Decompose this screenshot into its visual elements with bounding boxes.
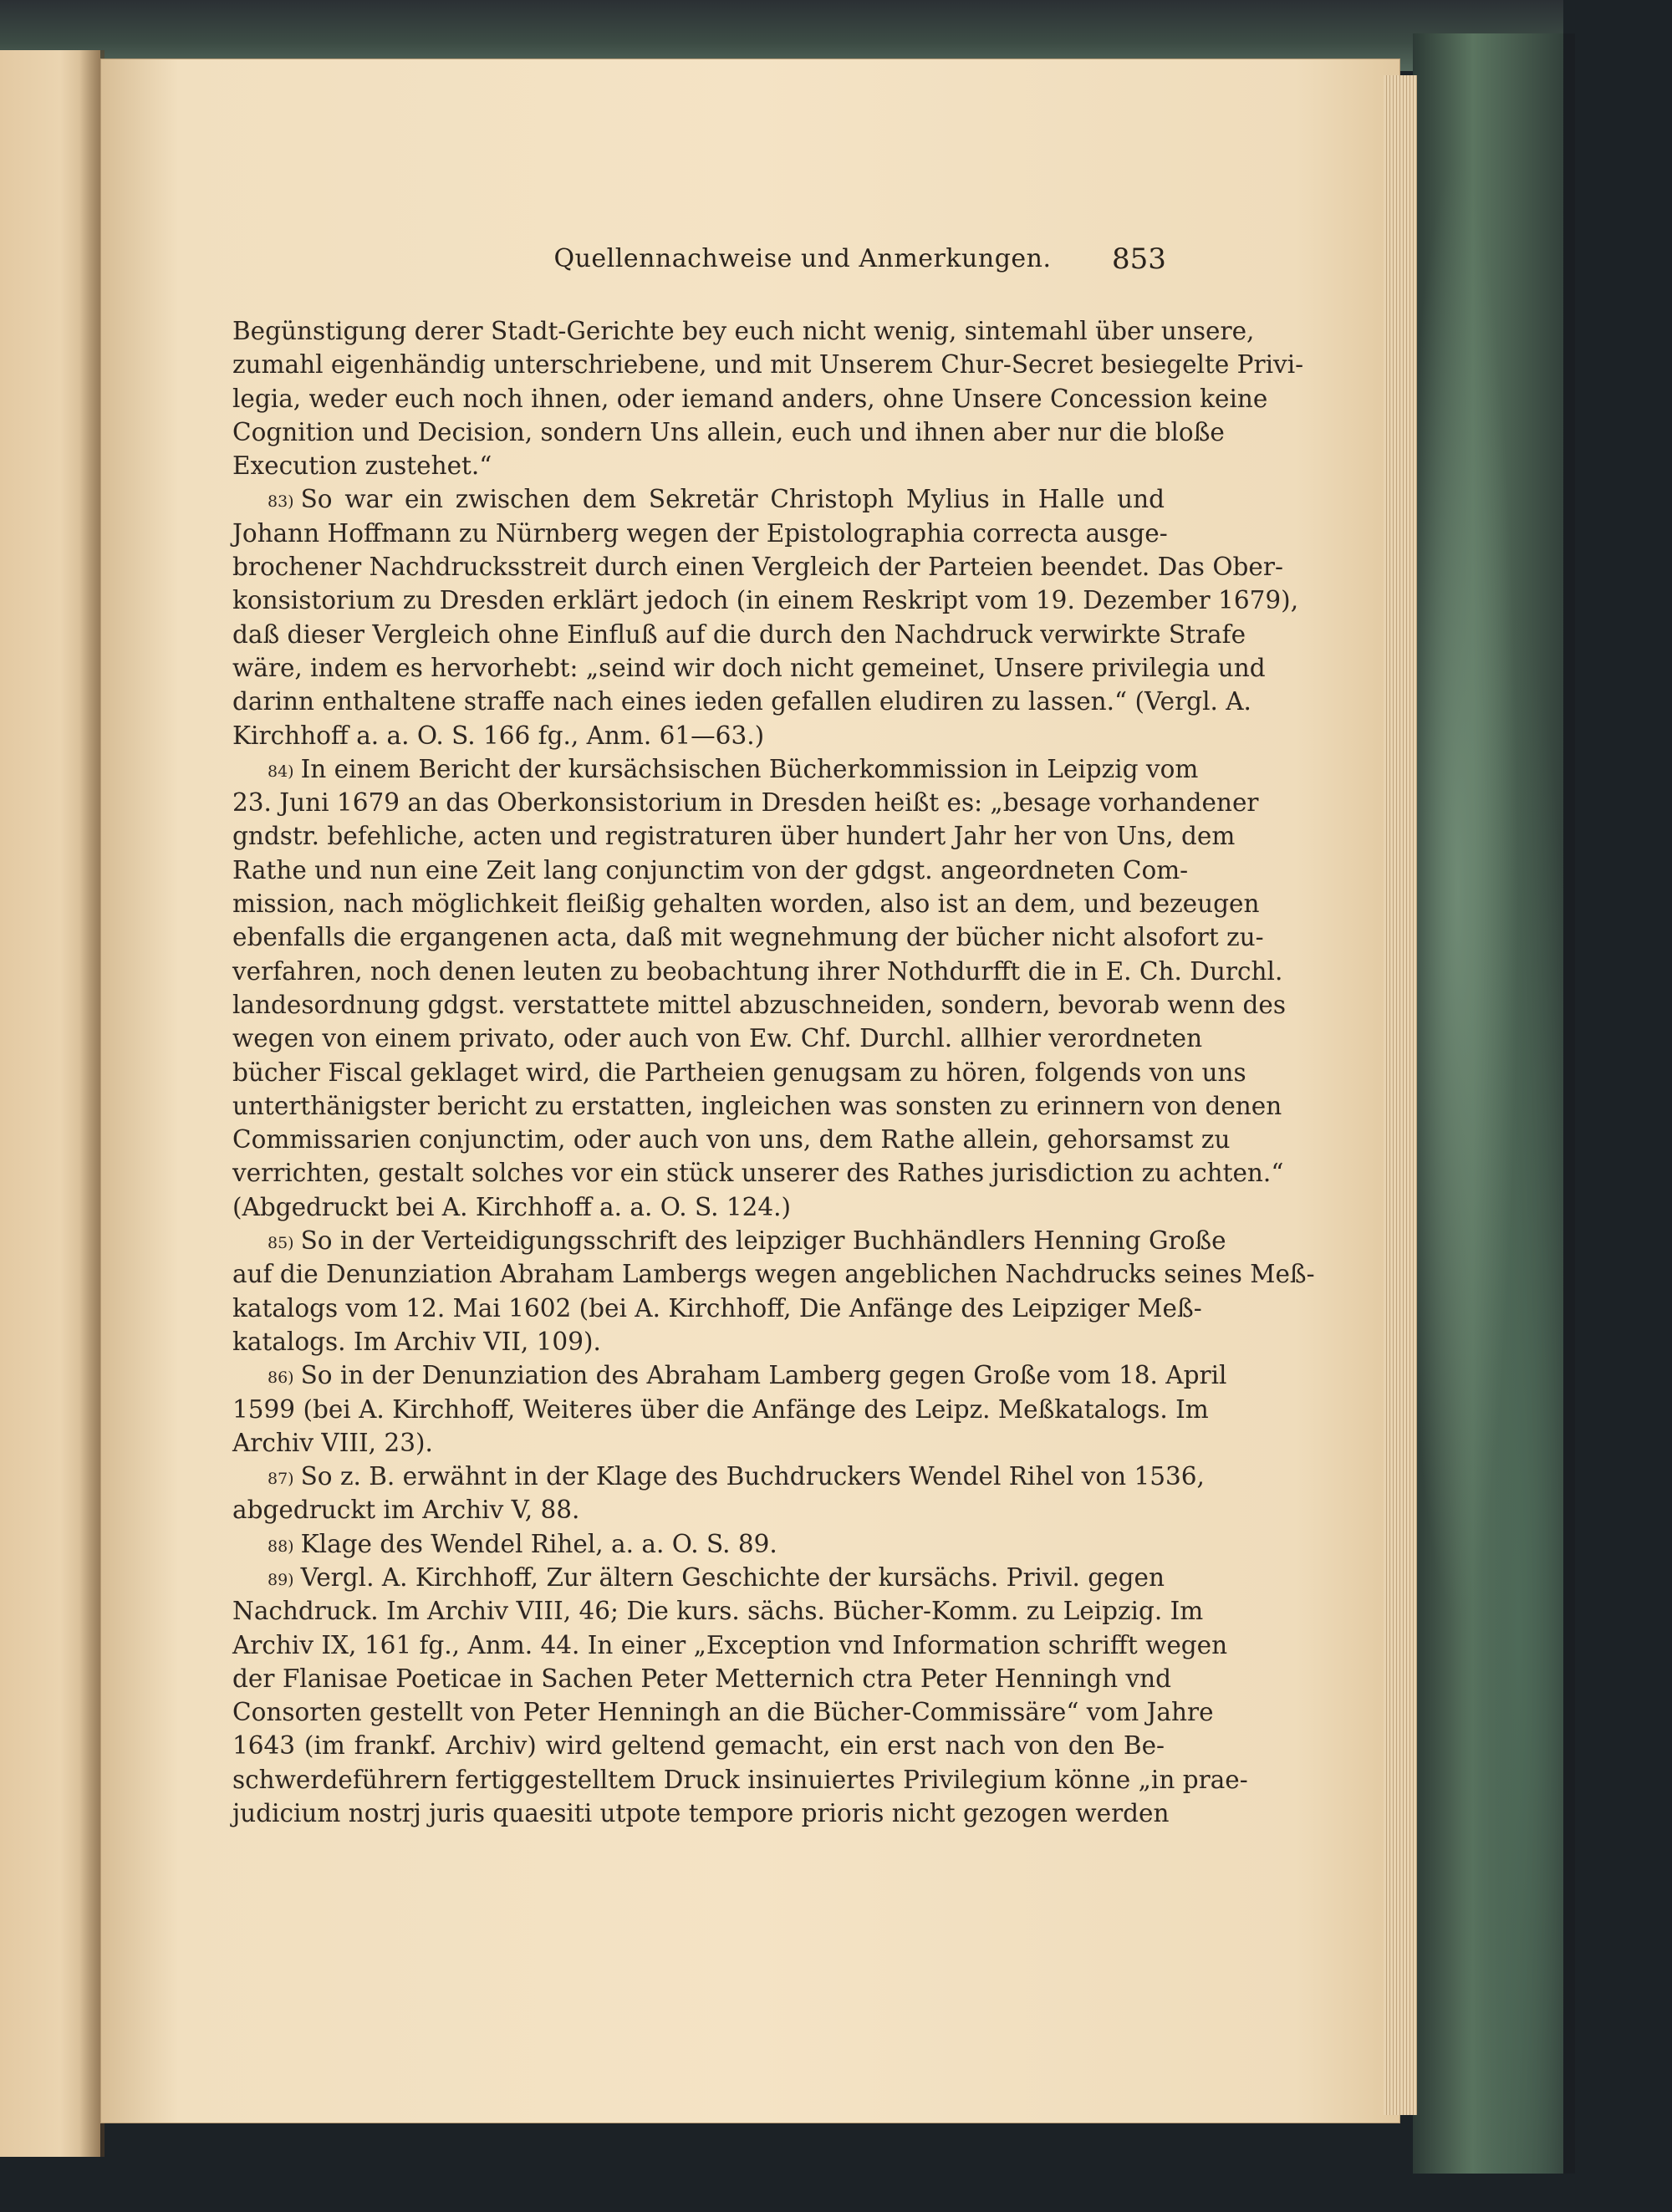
text-line	[232, 988, 1287, 1022]
note-first-line	[232, 1527, 1165, 1561]
line-text: In einem Bericht der kursächsischen Bücherkommission in Leipzig vom	[300, 754, 1199, 783]
text-line	[232, 1123, 1231, 1156]
text-line	[232, 1426, 1165, 1460]
text-line	[232, 1089, 1282, 1123]
text-line	[232, 1022, 1203, 1055]
text-line	[232, 1156, 1284, 1190]
line-text: verrichten, gestalt solches vor ein stück unserer des Rathes jurisdiction zu achten.“	[232, 1159, 1284, 1188]
line-text: 1599 (bei A. Kirchhoff, Weiteres über die Anfänge des Leipz. Meßkatalogs. Im	[232, 1394, 1209, 1424]
note-first-line	[232, 1224, 1226, 1257]
line-text: (Abgedruckt bei A. Kirchhoff a. a. O. S. 124.)	[232, 1192, 792, 1221]
text-line	[232, 719, 1165, 752]
line-text: darinn enthaltene straffe nach eines ieden gefallen eludiren zu lassen.“ (Vergl. A.	[232, 687, 1251, 716]
text-line	[232, 1190, 1165, 1224]
text-line	[232, 819, 1236, 853]
text-line	[232, 449, 1165, 482]
text-line	[232, 1393, 1209, 1426]
page-number: 853	[1112, 242, 1166, 276]
line-text: Kirchhoff a. a. O. S. 166 fg., Anm. 61—63.)	[232, 721, 765, 750]
line-text: mission, nach möglichkeit fleißig gehalten worden, also ist an dem, und bezeugen	[232, 889, 1260, 919]
line-text: wäre, indem es hervorhebt: „seind wir doch nicht gemeinet, Unsere privilegia und	[232, 653, 1266, 682]
line-text: zumahl eigenhändig unterschriebene, und mit Unserem Chur-Secret besiegelte Privi-	[232, 350, 1304, 380]
text-line	[232, 920, 1264, 954]
line-text: daß dieser Vergleich ohne Einfluß auf die durch den Nachdruck verwirkte Strafe	[232, 619, 1246, 649]
line-text: schwerdeführern fertiggestelltem Druck insinuiertes Privilegium könne „in prae-	[232, 1765, 1248, 1794]
line-text: unterthänigster bericht zu erstatten, ingleichen was sonsten zu erinnern von denen	[232, 1091, 1282, 1120]
line-text: brochener Nachdrucksstreit durch einen Vergleich der Parteien beendet. Das Ober-	[232, 553, 1283, 582]
text-line	[232, 1763, 1248, 1797]
text-line	[232, 382, 1268, 415]
note-number: 84)	[268, 762, 294, 781]
note-first-line	[232, 1460, 1205, 1493]
line-text: gndstr. befehliche, acten und registraturen über hundert Jahr her von Uns, dem	[232, 822, 1236, 851]
text-line	[232, 887, 1260, 920]
text-line	[232, 415, 1225, 449]
note-number: 88)	[268, 1537, 294, 1556]
note-first-line	[232, 752, 1199, 786]
text-line	[232, 517, 1168, 550]
text-line	[232, 955, 1283, 988]
book-cover	[1413, 33, 1575, 2174]
text-line	[232, 314, 1255, 348]
note-first-line	[232, 1561, 1165, 1594]
line-text: abgedruckt im Archiv V, 88.	[232, 1496, 580, 1525]
line-text: legia, weder euch noch ihnen, oder iemand anders, ohne Unsere Concession keine	[232, 384, 1268, 413]
line-text: konsistorium zu Dresden erklärt jedoch (in einem Reskript vom 19. Dezember 1679),	[232, 586, 1299, 615]
line-text: wegen von einem privato, oder auch von Ew. Chf. Durchl. allhier verordneten	[232, 1024, 1203, 1053]
text-line	[232, 1662, 1172, 1695]
line-text: So in der Denunziation des Abraham Lamberg gegen Große vom 18. April	[300, 1361, 1227, 1390]
text-line	[232, 786, 1259, 819]
text-line	[232, 685, 1251, 718]
text-line	[232, 1594, 1204, 1628]
line-text: Klage des Wendel Rihel, a. a. O. S. 89.	[300, 1529, 777, 1558]
note-number: 89)	[268, 1570, 294, 1589]
line-text: Archiv IX, 161 fg., Anm. 44. In einer „Exception vnd Information schrifft wegen	[232, 1630, 1228, 1659]
text-line	[232, 1729, 1165, 1762]
line-text: So in der Verteidigungsschrift des leipziger Buchhändlers Henning Große	[300, 1226, 1226, 1256]
line-text: So z. B. erwähnt in der Klage des Buchdruckers Wendel Rihel von 1536,	[300, 1462, 1205, 1491]
line-text: Commissarien conjunctim, oder auch von uns, dem Rathe allein, gehorsamst zu	[232, 1125, 1231, 1154]
note-first-line	[232, 482, 1165, 516]
line-text: 1643 (im frankf. Archiv) wird geltend gemacht, ein erst nach von den Be-	[232, 1731, 1165, 1761]
text-line	[232, 1797, 1170, 1830]
note-number: 85)	[268, 1234, 294, 1253]
text-line	[232, 651, 1266, 685]
note-number: 87)	[268, 1470, 294, 1489]
text-line	[232, 1325, 1165, 1358]
line-text: ebenfalls die ergangenen acta, daß mit wegnehmung der bücher nicht alsofort zu-	[232, 923, 1264, 952]
text-line	[232, 854, 1189, 887]
line-text: Execution zustehet.“	[232, 451, 492, 481]
text-body	[232, 314, 1315, 1830]
line-text: auf die Denunziation Abraham Lambergs wegen angeblichen Nachdrucks seines Meß-	[232, 1260, 1315, 1289]
text-line	[232, 1056, 1246, 1089]
line-text: katalogs vom 12. Mai 1602 (bei A. Kirchhoff, Die Anfänge des Leipziger Meß-	[232, 1293, 1202, 1323]
line-text: Consorten gestellt von Peter Henningh an die Bücher-Commissäre“ vom Jahre	[232, 1698, 1214, 1727]
line-text: judicium nostrj juris quaesiti utpote tempore prioris nicht gezogen werden	[232, 1799, 1170, 1828]
text-line	[232, 618, 1246, 651]
note-number: 83)	[268, 492, 294, 512]
line-text: Cognition und Decision, sondern Uns allein, euch und ihnen aber nur die bloße	[232, 417, 1225, 446]
line-text: verfahren, noch denen leuten zu beobachtung ihrer Nothdurfft die in E. Ch. Durchl.	[232, 956, 1283, 986]
line-text: Rathe und nun eine Zeit lang conjunctim von der gdgst. angeordneten Com-	[232, 855, 1189, 884]
line-text: Begünstigung derer Stadt-Gerichte bey euch nicht wenig, sintemahl über unsere,	[232, 317, 1255, 345]
line-text: Archiv VIII, 23).	[232, 1428, 433, 1457]
running-head: Quellennachweise und Anmerkungen.	[553, 244, 1052, 273]
text-line	[232, 1695, 1214, 1729]
note-number: 86)	[268, 1368, 294, 1388]
line-text: So war ein zwischen dem Sekretär Christoph Mylius in Halle und	[300, 485, 1165, 514]
line-text: Johann Hoffmann zu Nürnberg wegen der Epistolographia correcta ausge-	[232, 518, 1168, 548]
text-line	[232, 584, 1299, 617]
line-text: 23. Juni 1679 an das Oberkonsistorium in Dresden heißt es: „besage vorhandener	[232, 788, 1259, 818]
text-line	[232, 550, 1283, 584]
note-first-line	[232, 1358, 1227, 1392]
line-text: katalogs. Im Archiv VII, 109).	[232, 1327, 601, 1356]
line-text: Vergl. A. Kirchhoff, Zur ältern Geschichte der kursächs. Privil. gegen	[300, 1562, 1165, 1592]
text-line	[232, 1292, 1202, 1325]
page-edges	[1384, 75, 1417, 2115]
line-text: Nachdruck. Im Archiv VIII, 46; Die kurs. sächs. Bücher-Komm. zu Leipzig. Im	[232, 1597, 1204, 1626]
line-text: landesordnung gdgst. verstattete mittel abzuschneiden, sondern, bevorab wenn des	[232, 990, 1287, 1019]
text-line	[232, 1493, 1165, 1526]
text-line	[232, 1257, 1315, 1291]
text-line	[232, 348, 1304, 381]
text-line	[232, 1628, 1228, 1662]
line-text: der Flanisae Poeticae in Sachen Peter Metternich ctra Peter Henningh vnd	[232, 1664, 1172, 1693]
line-text: bücher Fiscal geklaget wird, die Partheien genugsam zu hören, folgends von uns	[232, 1058, 1246, 1087]
